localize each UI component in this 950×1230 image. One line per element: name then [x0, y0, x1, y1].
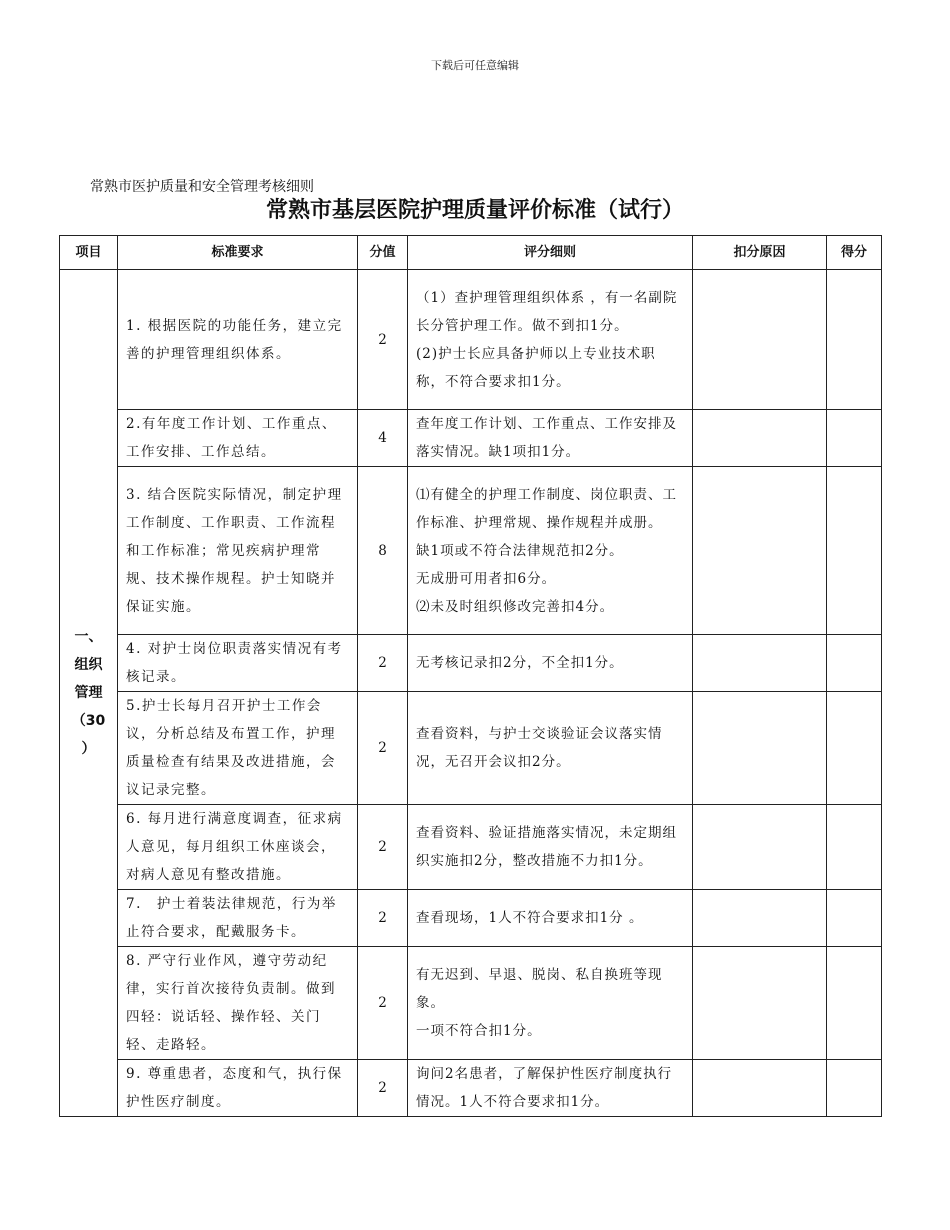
section-label-line: （30 [71, 713, 106, 729]
points-cell [827, 947, 882, 1060]
section-label-line: 管理 [74, 685, 103, 701]
evaluation-table [59, 235, 882, 1117]
table-row [60, 890, 882, 947]
score-cell: 2 [358, 1060, 408, 1117]
score-cell: 2 [358, 270, 408, 410]
score-cell: 2 [358, 947, 408, 1060]
table-row [60, 467, 882, 635]
detail-cell [408, 947, 693, 1060]
header-score: 分值 [358, 236, 408, 270]
points-cell [827, 410, 882, 467]
deduction-reason-cell [693, 467, 827, 635]
section-label-line: ） [81, 741, 96, 757]
points-cell [827, 270, 882, 410]
header-points: 得分 [827, 236, 882, 270]
deduction-reason-cell [693, 410, 827, 467]
header-requirement: 标准要求 [118, 236, 358, 270]
requirement-cell: 1. 根据医院的功能任务，建立完善的护理管理组织体系。 [118, 270, 358, 410]
requirement-cell: 3. 结合医院实际情况，制定护理工作制度、工作职责、工作流程和工作标准；常见疾病护理常规、技术操作规程。护士知晓并保证实施。 [118, 467, 358, 635]
table-header-row [60, 236, 882, 270]
points-cell [827, 635, 882, 692]
detail-cell [408, 1060, 693, 1117]
deduction-reason-cell [693, 1060, 827, 1117]
score-cell: 4 [358, 410, 408, 467]
header-item: 项目 [60, 236, 118, 270]
detail-cell [408, 692, 693, 805]
section-label [60, 270, 118, 1117]
table-row [60, 947, 882, 1060]
table-row [60, 410, 882, 467]
requirement-cell: 6. 每月进行满意度调查，征求病人意见，每月组织工休座谈会，对病人意见有整改措施。 [118, 805, 358, 890]
detail-line: （1）查护理管理组织体系 ，有一名副院长分管护理工作。做不到扣1分。 [416, 289, 678, 334]
requirement-cell: 5.护士长每月召开护士工作会议，分析总结及布置工作，护理质量检查有结果及改进措施，会议记录完整。 [118, 692, 358, 805]
document-subtitle: 常熟市医护质量和安全管理考核细则 [90, 179, 314, 195]
requirement-cell: 9. 尊重患者，态度和气，执行保护性医疗制度。 [118, 1060, 358, 1117]
deduction-reason-cell [693, 692, 827, 805]
detail-line: ⑴有健全的护理工作制度、岗位职责、工作标准、护理常规、操作规程并成册。 [416, 486, 677, 531]
section-label-line: 组织 [74, 657, 103, 673]
page-title: 常熟市基层医院护理质量评价标准（试行） [265, 198, 684, 223]
deduction-reason-cell [693, 890, 827, 947]
score-cell: 2 [358, 635, 408, 692]
detail-line: 缺1项或不符合法律规范扣2分。 [416, 542, 624, 559]
score-cell: 2 [358, 692, 408, 805]
score-cell: 8 [358, 467, 408, 635]
detail-cell [408, 467, 693, 635]
detail-line: 无成册可用者扣6分。 [416, 570, 557, 587]
detail-line: 无考核记录扣2分，不全扣1分。 [416, 655, 624, 671]
deduction-reason-cell [693, 270, 827, 410]
requirement-cell: 2.有年度工作计划、工作重点、工作安排、工作总结。 [118, 410, 358, 467]
header-deduction-reason: 扣分原因 [693, 236, 827, 270]
detail-line: 查年度工作计划、工作重点、工作安排及落实情况。缺1项扣1分。 [416, 416, 677, 460]
detail-line: 一项不符合扣1分。 [416, 1023, 542, 1039]
requirement-cell: 7. 护士着装法律规范，行为举止符合要求，配戴服务卡。 [118, 890, 358, 947]
detail-line: 查看现场，1人不符合要求扣1分 。 [416, 910, 644, 926]
score-cell: 2 [358, 890, 408, 947]
requirement-cell: 4. 对护士岗位职责落实情况有考核记录。 [118, 635, 358, 692]
points-cell [827, 692, 882, 805]
points-cell [827, 1060, 882, 1117]
detail-line: 查看资料、验证措施落实情况，未定期组织实施扣2分，整改措施不力扣1分。 [416, 825, 677, 869]
detail-cell [408, 410, 693, 467]
deduction-reason-cell [693, 947, 827, 1060]
points-cell [827, 467, 882, 635]
points-cell [827, 805, 882, 890]
header-note: 下载后可任意编辑 [431, 59, 519, 72]
points-cell [827, 890, 882, 947]
detail-line: 查看资料，与护士交谈验证会议落实情况，无召开会议扣2分。 [416, 726, 663, 770]
detail-line: ⑵未及时组织修改完善扣4分。 [416, 598, 615, 615]
detail-cell [408, 890, 693, 947]
detail-line: 询问2名患者，了解保护性医疗制度执行情况。1人不符合要求扣1分。 [416, 1066, 673, 1110]
detail-line: (2)护士长应具备护师以上专业技术职称，不符合要求扣1分。 [416, 345, 656, 390]
deduction-reason-cell [693, 805, 827, 890]
detail-cell [408, 270, 693, 410]
table-row [60, 1060, 882, 1117]
table-row [60, 805, 882, 890]
deduction-reason-cell [693, 635, 827, 692]
score-cell: 2 [358, 805, 408, 890]
header-detail: 评分细则 [408, 236, 693, 270]
detail-cell [408, 635, 693, 692]
detail-line: 有无迟到、早退、脱岗、私自换班等现象。 [416, 967, 663, 1011]
table-row [60, 635, 882, 692]
table-row [60, 270, 882, 410]
section-label-line: 一、 [74, 629, 103, 645]
detail-cell [408, 805, 693, 890]
table-row [60, 692, 882, 805]
requirement-cell: 8. 严守行业作风，遵守劳动纪律，实行首次接待负责制。做到四轻：说话轻、操作轻、关门轻、走路轻。 [118, 947, 358, 1060]
